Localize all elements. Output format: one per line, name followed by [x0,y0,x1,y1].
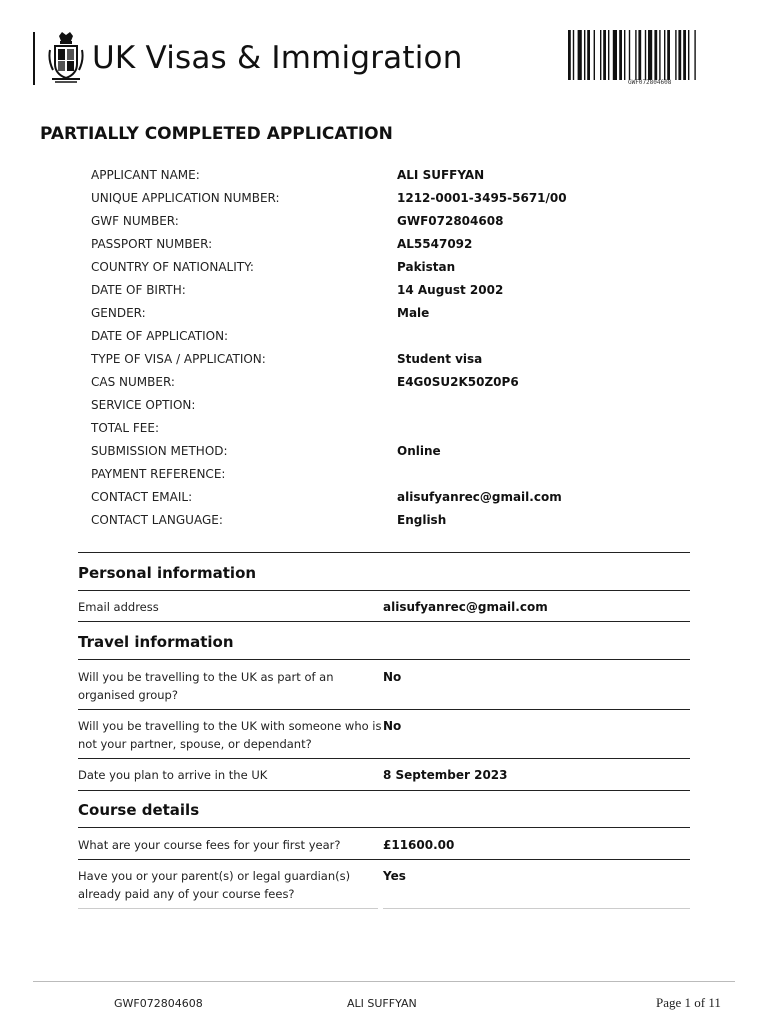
summary-value: Student visa [397,351,483,366]
summary-row [91,163,651,186]
barcode-bar [635,30,636,80]
barcode-bar [664,30,665,80]
section-travel [78,633,690,651]
summary-row [91,370,651,393]
summary-label: GWF NUMBER: [91,213,179,228]
summary-row [91,301,651,324]
footer-divider [33,981,735,982]
field-row [78,836,690,854]
field-label: What are your course fees for your first year? [78,838,341,852]
barcode-bar [629,30,630,80]
field-row [78,668,690,704]
summary-label: GENDER: [91,305,146,320]
summary-label: CONTACT LANGUAGE: [91,512,223,527]
summary-label: SUBMISSION METHOD: [91,443,228,458]
field-row [78,766,690,784]
field-value: No [383,670,402,684]
summary-row [91,439,651,462]
barcode-bar [578,30,582,80]
summary-value: GWF072804608 [397,213,504,228]
barcode-bar [638,30,641,80]
summary-value: 1212-0001-3495-5671/00 [397,190,567,205]
summary-value: 14 August 2002 [397,282,504,297]
header-divider [33,32,35,85]
barcode-bar [683,30,686,80]
summary-label: PAYMENT REFERENCE: [91,466,226,481]
section-course [78,801,690,819]
barcode-bar [678,30,681,80]
barcode-bar [584,30,585,80]
summary-row [91,393,651,416]
summary-row [91,485,651,508]
summary-value: AL5547092 [397,236,473,251]
summary-row [91,186,651,209]
barcode-bar [600,30,601,80]
barcode-bar [619,30,622,80]
barcode-bar [675,30,676,80]
summary-row [91,508,651,531]
row-divider [383,908,690,909]
section-title: Course details [78,801,200,819]
row-divider [78,859,690,860]
field-value: Yes [383,869,406,883]
field-row [78,717,690,753]
summary-label: SERVICE OPTION: [91,397,196,412]
summary-row [91,209,651,232]
section-title: Travel information [78,633,234,651]
summary-label: TOTAL FEE: [91,420,159,435]
barcode-number: GWF072804608 [628,79,672,86]
summary-list [91,163,651,531]
field-label: Email address [78,600,159,614]
summary-row [91,462,651,485]
barcode-bar [568,30,571,80]
field-row [78,867,690,903]
summary-label: DATE OF APPLICATION: [91,328,229,343]
summary-label: PASSPORT NUMBER: [91,236,213,251]
barcode-bar [573,30,574,80]
section-divider [78,621,690,622]
field-value: alisufyanrec@gmail.com [383,600,548,614]
row-divider [78,709,690,710]
summary-value: English [397,512,447,527]
brand-title: UK Visas & Immigration [92,40,463,76]
summary-value: E4G0SU2K50Z0P6 [397,374,519,389]
section-divider [78,552,690,553]
field-row [78,598,690,616]
barcode-bar [694,30,695,80]
barcode-bar [654,30,657,80]
barcode-bar [645,30,646,80]
row-divider [78,758,690,759]
summary-label: DATE OF BIRTH: [91,282,186,297]
field-label: Have you or your parent(s) or legal guardian(s) already paid any of your course fees? [78,869,351,901]
barcode-bar [587,30,590,80]
field-value: 8 September 2023 [383,768,508,782]
section-title: Personal information [78,564,257,582]
royal-crest-icon [47,30,85,84]
summary-label: CONTACT EMAIL: [91,489,193,504]
summary-label: TYPE OF VISA / APPLICATION: [91,351,266,366]
summary-value: alisufyanrec@gmail.com [397,489,562,504]
summary-row [91,278,651,301]
footer-applicant-name: ALI SUFFYAN [347,997,417,1010]
field-label: Will you be travelling to the UK as part of an organised group? [78,670,334,702]
summary-value: Pakistan [397,259,456,274]
summary-row [91,255,651,278]
section-personal [78,564,690,582]
section-divider [78,827,690,828]
section-divider [78,590,690,591]
barcode-bar [594,30,595,80]
footer-gwf-number: GWF072804608 [114,997,203,1010]
field-label: Date you plan to arrive in the UK [78,768,268,782]
footer-page-number: Page 1 of 11 [656,995,721,1010]
document-title: PARTIALLY COMPLETED APPLICATION [40,124,393,144]
summary-value: ALI SUFFYAN [397,167,485,182]
field-label: Will you be travelling to the UK with someone who is not your partner, spouse, or dependant? [78,719,382,751]
barcode-bar [659,30,660,80]
barcode-bar [613,30,617,80]
barcode-bar [624,30,625,80]
summary-row [91,416,651,439]
summary-label: APPLICANT NAME: [91,167,200,182]
barcode-bar [667,30,670,80]
barcode-icon [568,30,738,80]
barcode-bar [608,30,609,80]
barcode-bar [603,30,606,80]
summary-label: CAS NUMBER: [91,374,175,389]
section-divider [78,790,690,791]
summary-row [91,232,651,255]
summary-row [91,347,651,370]
summary-label: UNIQUE APPLICATION NUMBER: [91,190,280,205]
section-divider [78,659,690,660]
row-divider [78,908,378,909]
field-value: No [383,719,402,733]
summary-value: Male [397,305,430,320]
barcode-bar [688,30,689,80]
summary-value: Online [397,443,441,458]
summary-row [91,324,651,347]
summary-label: COUNTRY OF NATIONALITY: [91,259,254,274]
barcode-bar [648,30,652,80]
field-value: £11600.00 [383,838,455,852]
